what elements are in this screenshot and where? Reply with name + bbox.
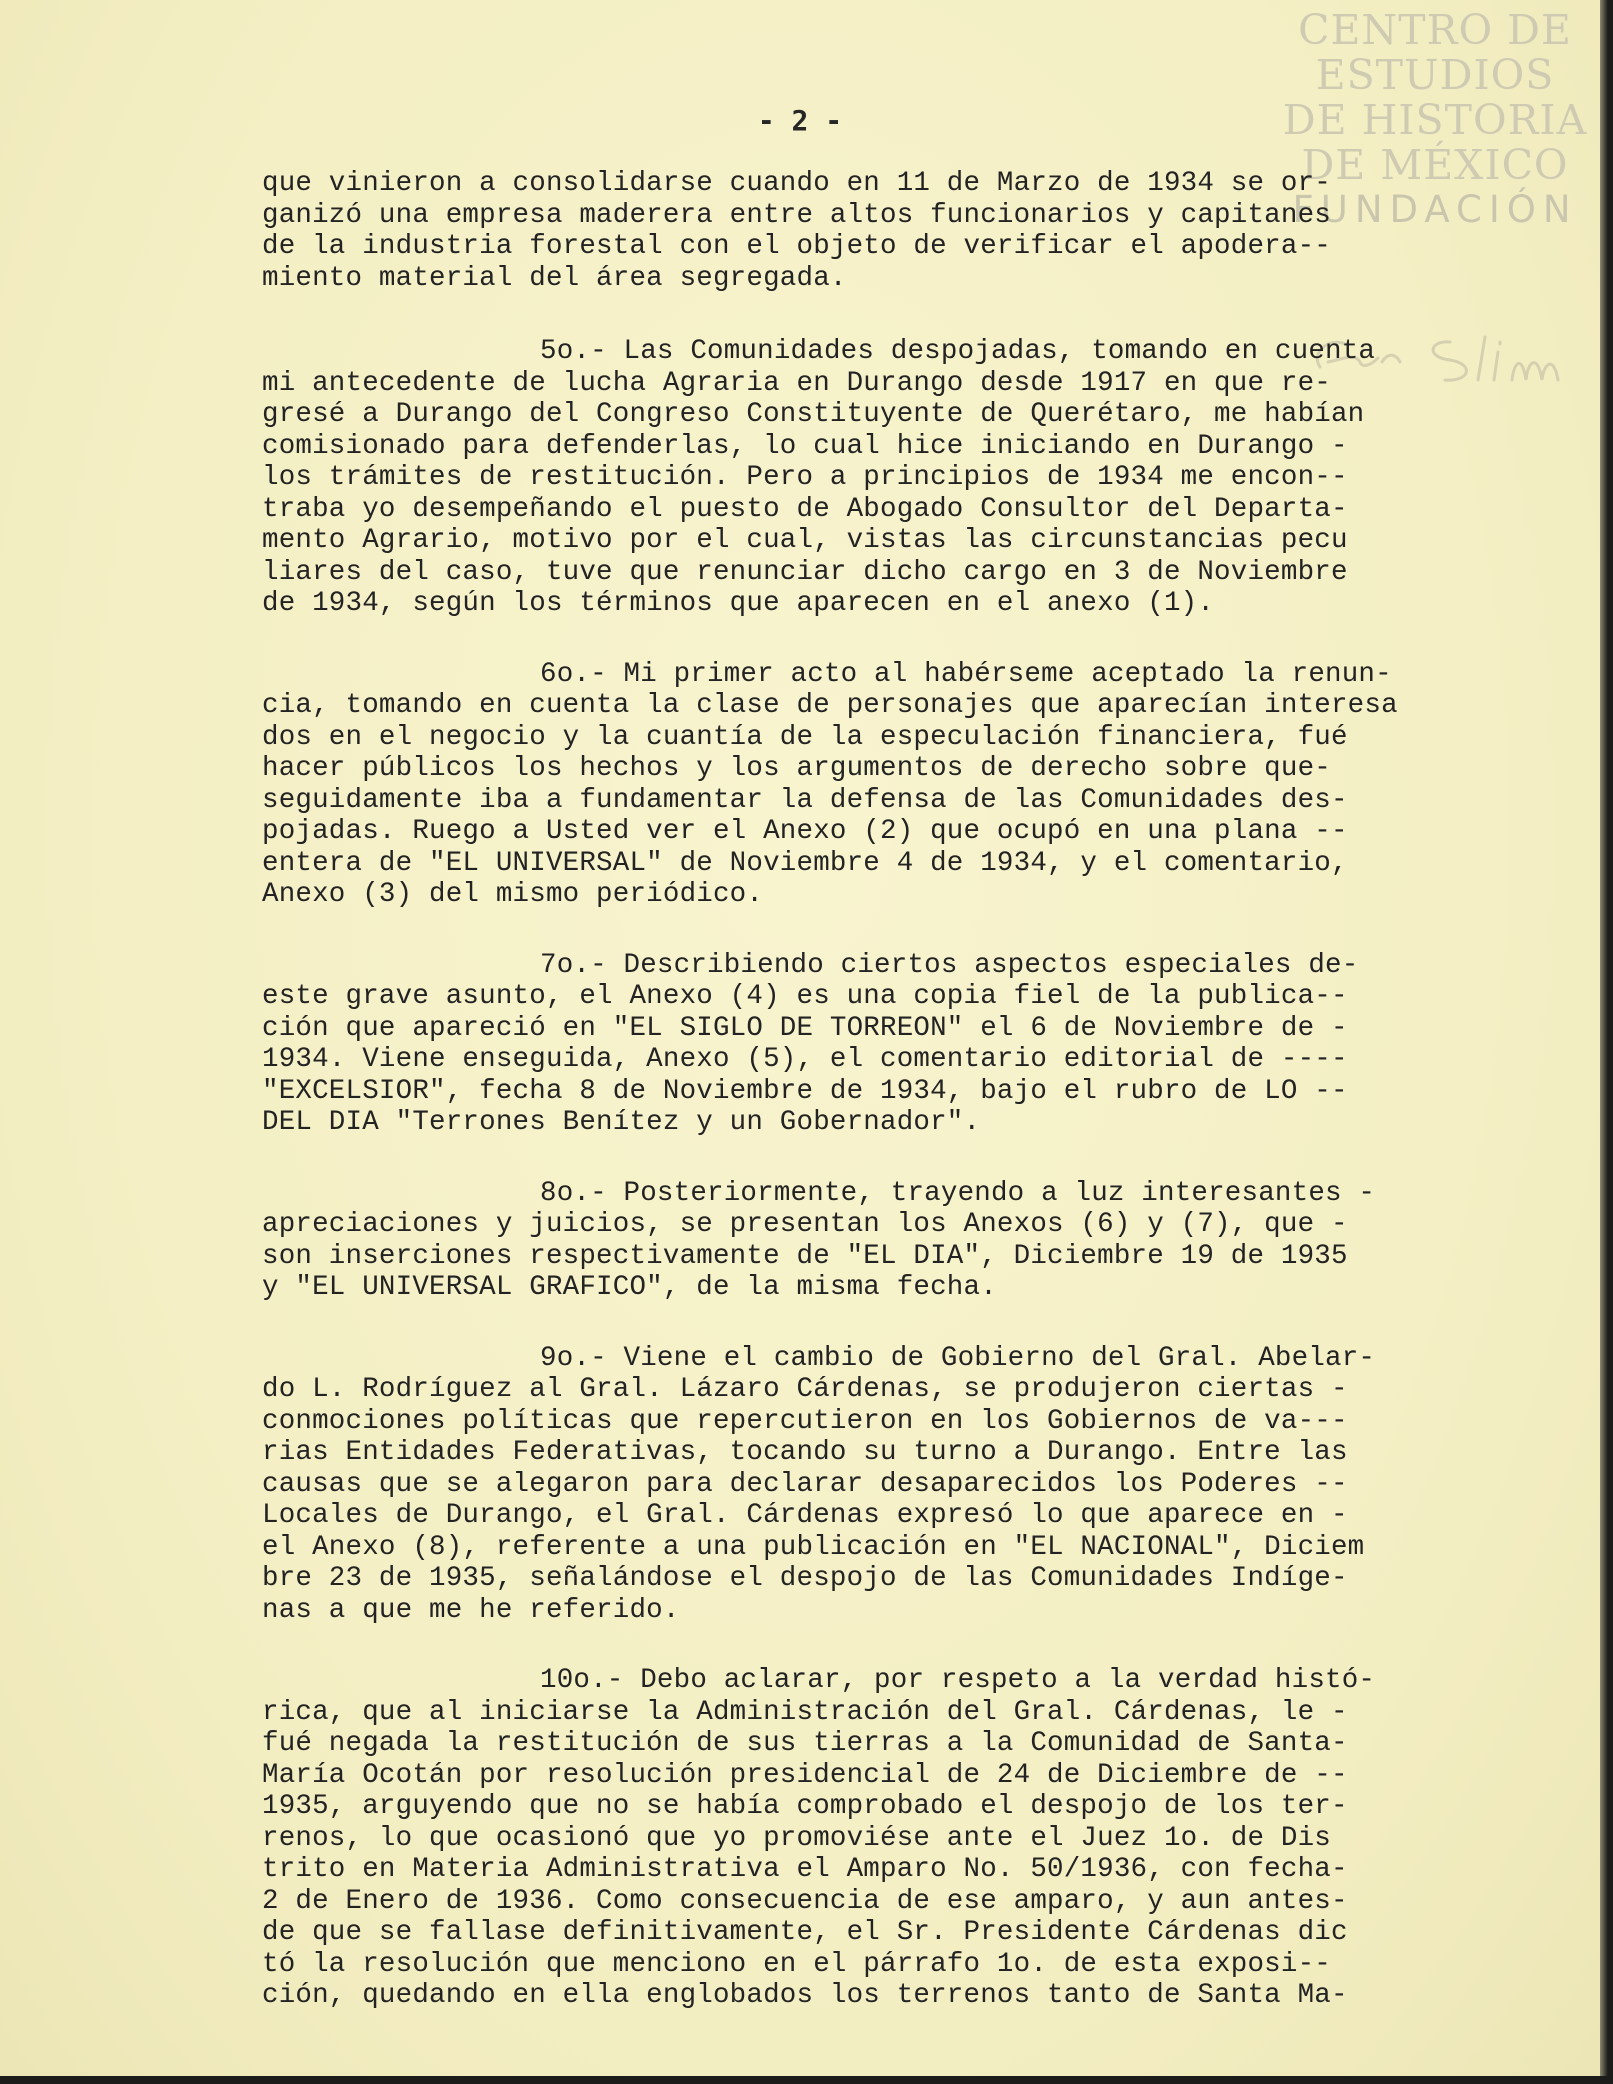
- text-line: "EXCELSIOR", fecha 8 de Noviembre de 1934, bajo el rubro de LO --: [262, 1075, 1348, 1107]
- page-number: - 2 -: [757, 104, 843, 137]
- text-line: ción, quedando en ella englobados los terrenos tanto de Santa Ma-: [262, 1980, 1348, 2011]
- text-line: renos, lo que ocasionó que yo promoviése ante el Juez 1o. de Dis: [262, 1822, 1331, 1854]
- watermark-foundation: FUNDACIÓN: [1292, 188, 1578, 232]
- scan-edge-bottom: [0, 2076, 1613, 2084]
- text-line: 7o.- Describiendo ciertos aspectos especiales de-: [540, 949, 1359, 981]
- text-line: bre 23 de 1935, señalándose el despojo de las Comunidades Indíge-: [262, 1563, 1348, 1594]
- text-line: conmociones políticas que repercutieron en los Gobiernos de va---: [262, 1405, 1348, 1437]
- text-line: miento material del área segregada.: [262, 262, 847, 294]
- paragraph: [262, 950, 1522, 1139]
- text-line: entera de "EL UNIVERSAL" de Noviembre 4 de 1934, y el comentario,: [262, 847, 1348, 879]
- text-line: gresé a Durango del Congreso Constituyente de Querétaro, me habían: [262, 399, 1365, 430]
- text-line: DEL DIA "Terrones Benítez y un Gobernador".: [262, 1107, 981, 1138]
- text-line: nas a que me he referido.: [262, 1594, 680, 1626]
- scan-edge-right: [1600, 0, 1613, 2084]
- text-line: ganizó una empresa maderera entre altos funcionarios y capitanes: [262, 199, 1331, 231]
- paragraph: [262, 1343, 1522, 1627]
- text-line: traba yo desempeñando el puesto de Abogado Consultor del Departa-: [262, 493, 1348, 525]
- text-line: Locales de Durango, el Gral. Cárdenas expresó lo que aparece en -: [262, 1500, 1348, 1531]
- letter-body: [262, 168, 1522, 2051]
- text-line: tó la resolución que menciono en el párrafo 1o. de esta exposi--: [262, 1948, 1331, 1980]
- text-line: trito en Materia Administrativa el Amparo No. 50/1936, con fecha-: [262, 1854, 1348, 1885]
- paragraph: [262, 1665, 1522, 2012]
- text-line: que vinieron a consolidarse cuando en 11 de Marzo de 1934 se or-: [262, 168, 1331, 199]
- text-line: comisionado para defenderlas, lo cual hice iniciando en Durango -: [262, 430, 1348, 462]
- watermark-line: DE HISTORIA: [1282, 96, 1588, 145]
- text-line: pojadas. Ruego a Usted ver el Anexo (2) que ocupó en una plana --: [262, 816, 1348, 847]
- text-line: son inserciones respectivamente de "EL DIA", Diciembre 19 de 1935: [262, 1240, 1348, 1272]
- text-line: cia, tomando en cuenta la clase de personajes que aparecían interesa: [262, 690, 1398, 721]
- text-line: el Anexo (8), referente a una publicación en "EL NACIONAL", Diciem: [262, 1531, 1365, 1563]
- text-line: 10o.- Debo aclarar, por respeto a la verdad histó-: [540, 1665, 1376, 1696]
- watermark-line: ESTUDIOS: [1315, 51, 1555, 100]
- text-line: 1935, arguyendo que no se había comprobado el despojo de los ter-: [262, 1791, 1348, 1822]
- paragraph: [262, 168, 1522, 294]
- text-line: los trámites de restitución. Pero a principios de 1934 me encon--: [262, 462, 1348, 493]
- text-line: este grave asunto, el Anexo (4) es una copia fiel de la publica--: [262, 981, 1348, 1012]
- text-line: María Ocotán por resolución presidencial de 24 de Diciembre de --: [262, 1759, 1348, 1791]
- text-line: 9o.- Viene el cambio de Gobierno del Gral. Abelar-: [540, 1342, 1376, 1374]
- paragraph: [262, 336, 1522, 620]
- text-line: 1934. Viene enseguida, Anexo (5), el comentario editorial de ----: [262, 1044, 1348, 1075]
- text-line: 2 de Enero de 1936. Como consecuencia de ese amparo, y aun antes-: [262, 1885, 1348, 1917]
- text-line: ción que apareció en "EL SIGLO DE TORREON" el 6 de Noviembre de -: [262, 1012, 1348, 1044]
- text-line: causas que se alegaron para declarar desaparecidos los Poderes --: [262, 1468, 1348, 1500]
- paragraph: [262, 1178, 1522, 1304]
- text-line: liares del caso, tuve que renunciar dicho cargo en 3 de Noviembre: [262, 556, 1348, 588]
- text-line: de la industria forestal con el objeto de verificar el apodera--: [262, 231, 1331, 262]
- text-line: 5o.- Las Comunidades despojadas, tomando en cuenta: [540, 336, 1376, 367]
- text-line: rica, que al iniciarse la Administración del Gral. Cárdenas, le -: [262, 1696, 1348, 1728]
- text-line: de que se fallase definitivamente, el Sr. Presidente Cárdenas dic: [262, 1917, 1348, 1948]
- text-line: fué negada la restitución de sus tierras a la Comunidad de Santa-: [262, 1728, 1348, 1759]
- watermark-line: CENTRO DE: [1298, 6, 1572, 54]
- text-line: de 1934, según los términos que aparecen en el anexo (1).: [262, 588, 1215, 619]
- watermark-line: DE MÉXICO: [1301, 141, 1569, 190]
- paragraph: [262, 659, 1522, 911]
- text-line: Anexo (3) del mismo periódico.: [262, 879, 764, 910]
- text-line: apreciaciones y juicios, se presentan los Anexos (6) y (7), que -: [262, 1209, 1348, 1240]
- text-line: 6o.- Mi primer acto al habérseme aceptado la renun-: [540, 658, 1392, 690]
- text-line: y "EL UNIVERSAL GRAFICO", de la misma fecha.: [262, 1272, 997, 1303]
- text-line: dos en el negocio y la cuantía de la especulación financiera, fué: [262, 721, 1348, 753]
- text-line: seguidamente iba a fundamentar la defensa de las Comunidades des-: [262, 784, 1348, 816]
- text-line: hacer públicos los hechos y los argumentos de derecho sobre que-: [262, 753, 1331, 784]
- text-line: mento Agrario, motivo por el cual, vistas las circunstancias pecu: [262, 525, 1348, 556]
- text-line: mi antecedente de lucha Agraria en Durango desde 1917 en que re-: [262, 367, 1331, 399]
- text-line: 8o.- Posteriormente, trayendo a luz interesantes -: [540, 1177, 1376, 1209]
- text-line: rias Entidades Federativas, tocando su turno a Durango. Entre las: [262, 1437, 1348, 1468]
- text-line: do L. Rodríguez al Gral. Lázaro Cárdenas, se produjeron ciertas -: [262, 1374, 1348, 1405]
